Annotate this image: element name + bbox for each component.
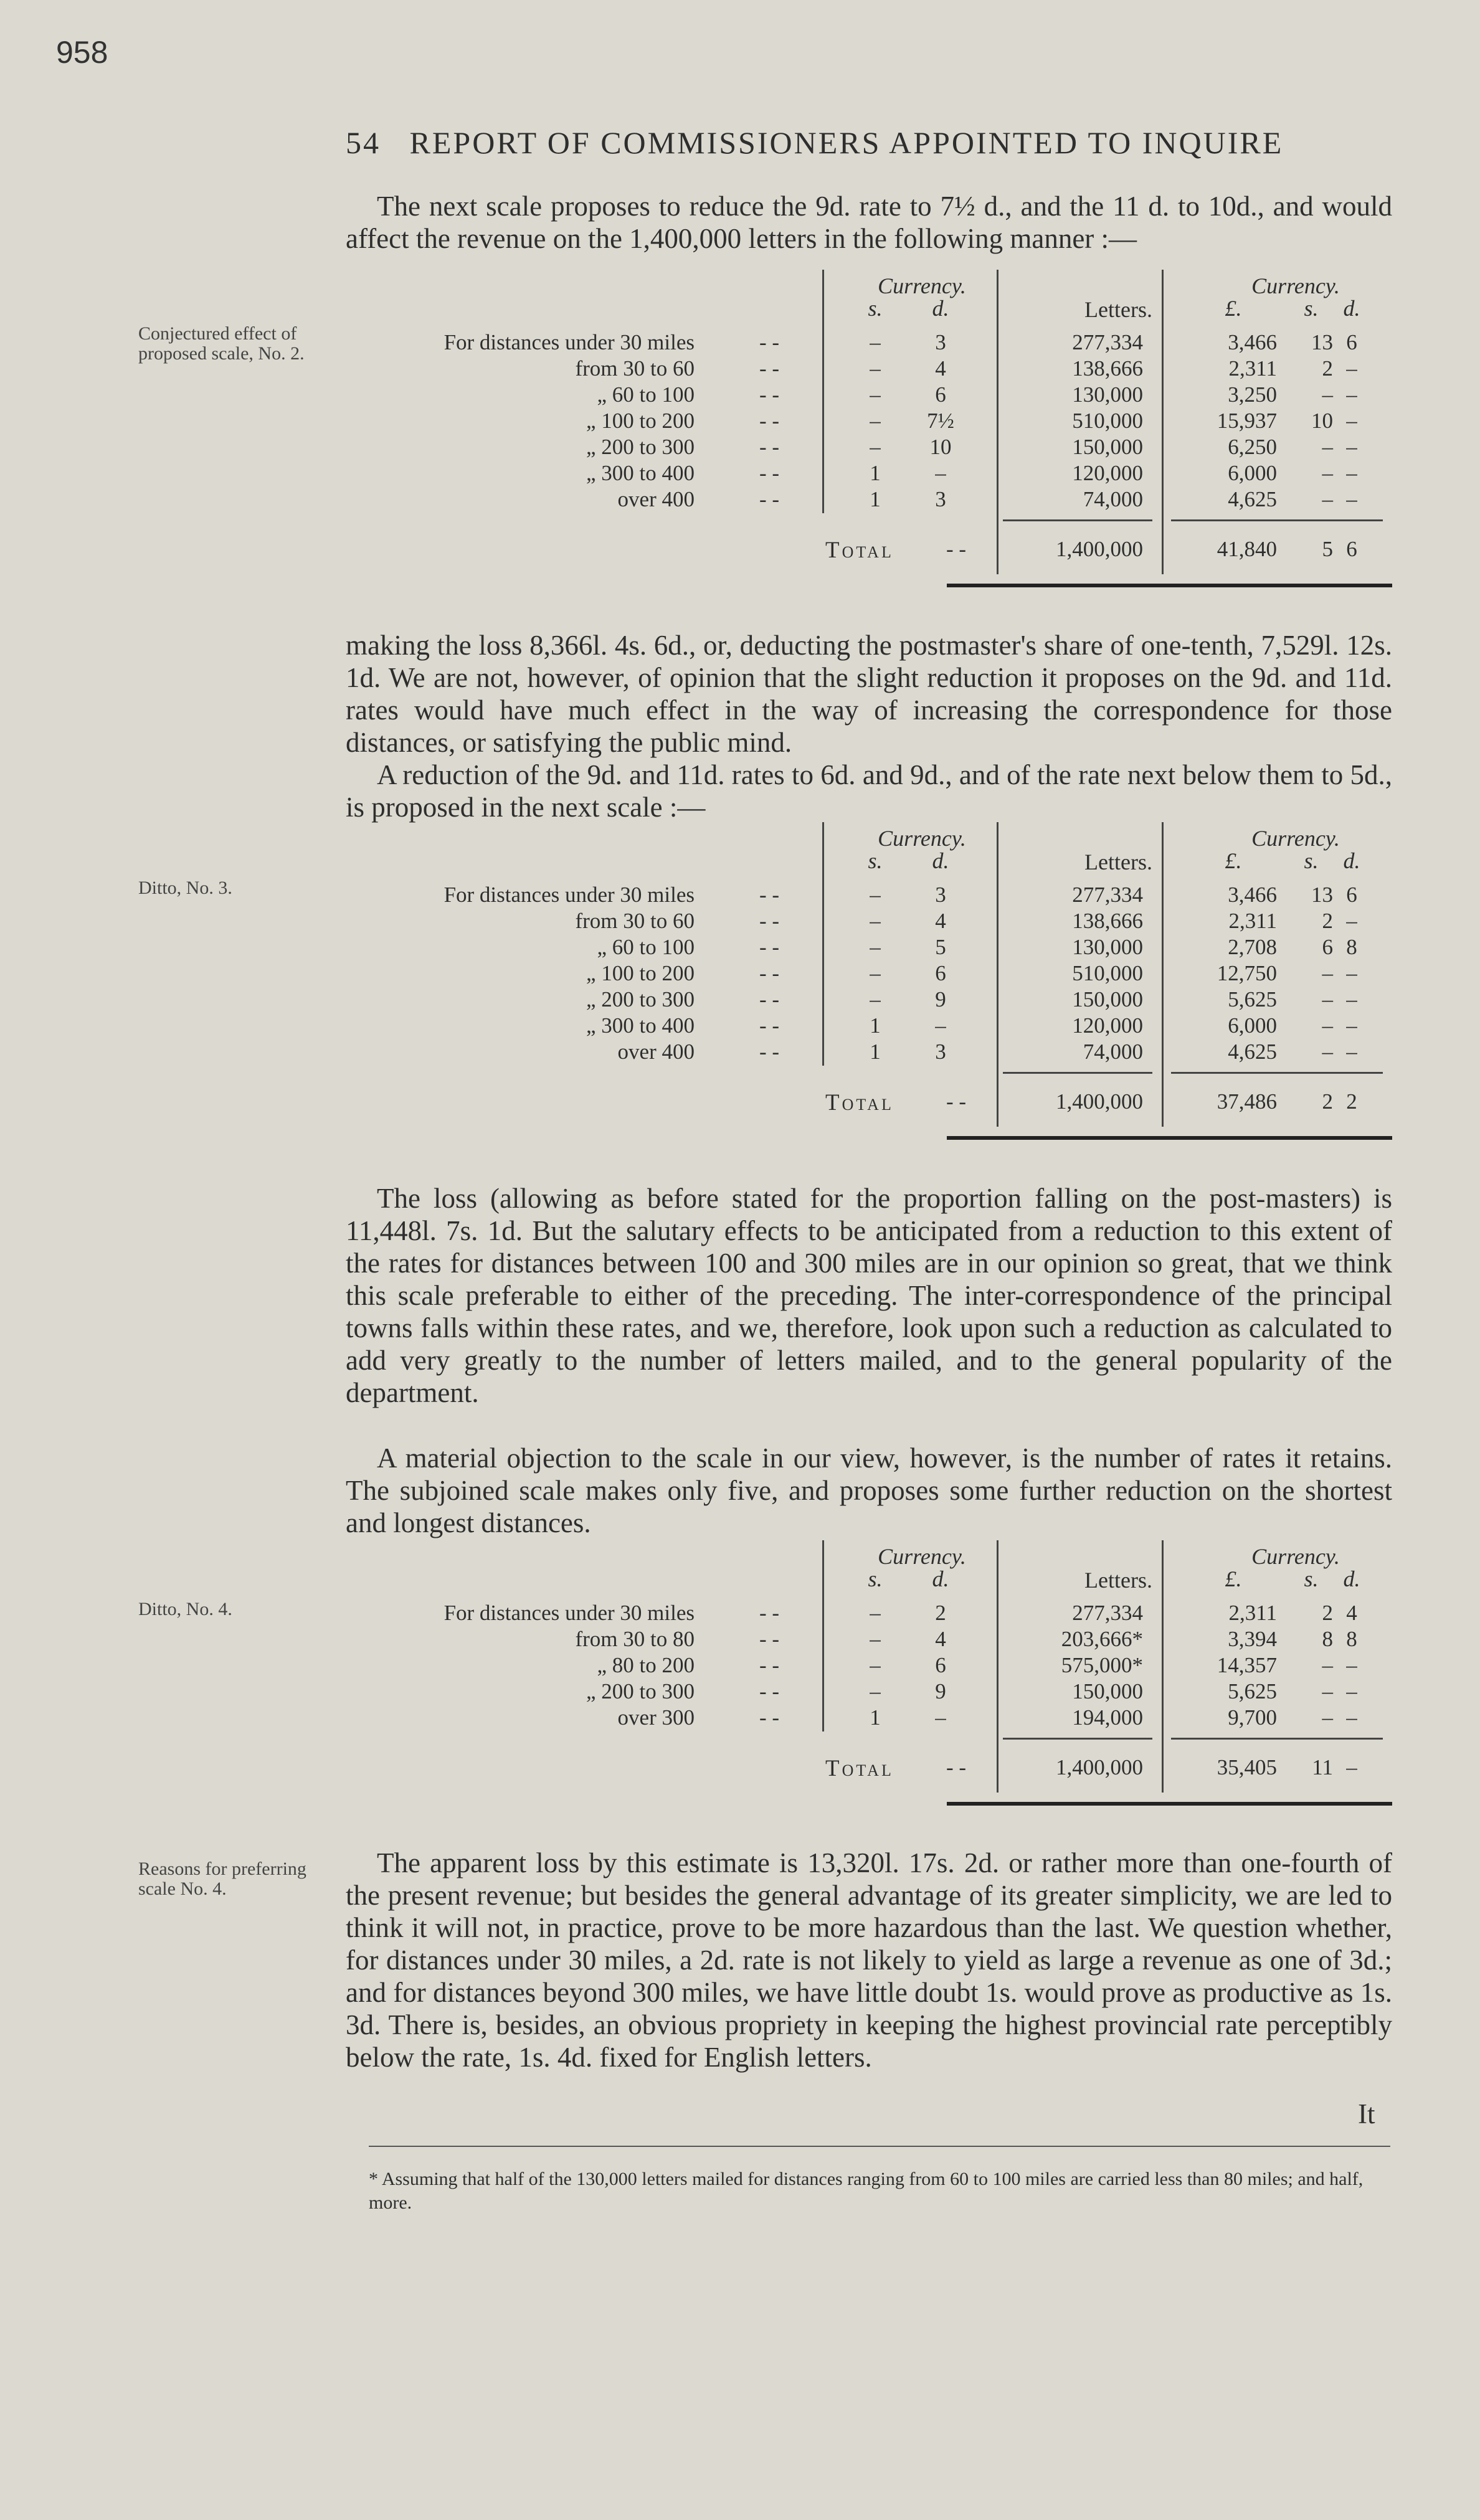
total-pounds: 35,405	[1217, 1755, 1277, 1779]
header-page-num: 54	[346, 125, 381, 160]
revenue-shillings: 6	[1322, 935, 1333, 959]
distance-label: „ 60 to 100	[597, 935, 695, 959]
col-s2-header: s.	[1304, 1566, 1319, 1591]
currency-header: Currency.	[878, 1544, 966, 1569]
margin-note-4: Reasons for preferring scale No. 4.	[138, 1859, 306, 1899]
catchword: It	[1358, 2098, 1375, 2129]
leader-dashes: - -	[759, 382, 780, 407]
revenue-shillings: 13	[1311, 330, 1333, 354]
total-letters: 1,400,000	[1056, 1089, 1143, 1114]
rule-subtotal	[1171, 519, 1383, 521]
revenue-shillings: –	[1322, 487, 1333, 511]
rate-pence: 9	[935, 987, 946, 1011]
revenue-pounds: 6,000	[1228, 1013, 1277, 1038]
leader-dashes: - -	[759, 1653, 780, 1677]
rate-pence: 4	[935, 909, 946, 933]
rate-shillings: 1	[870, 1013, 881, 1038]
letters-count: 74,000	[1083, 1040, 1143, 1064]
revenue-shillings: 8	[1322, 1627, 1333, 1651]
currency-header: Currency.	[878, 826, 966, 851]
leader-dashes: - -	[759, 409, 780, 433]
rate-pence: 6	[935, 1653, 946, 1677]
paragraph-loss-scale-3: The loss (allowing as before stated for the proportion falling on the post-masters) is 11,448l. 7s. 1d. But the salutary effects to be anticipated from a reduction to this extent of the rates for distances between 100 and 300 miles are in our opinion so great, that we think this scale preferable to either of the preceding. The inter-correspondence of the principal towns falls within these rates, and we, therefore, look upon such a reduction as calculated to add very greatly to the number of letters mailed, and to the general popularity of the department.	[346, 1183, 1392, 1408]
letters-count: 150,000	[1072, 987, 1143, 1011]
distance-label: „ 300 to 400	[586, 1013, 695, 1038]
distance-label: „ 60 to 100	[597, 382, 695, 407]
revenue-pounds: 2,311	[1228, 356, 1277, 381]
total-shillings: 2	[1322, 1089, 1333, 1114]
revenue-pounds: 2,311	[1228, 1601, 1277, 1625]
distance-label: For distances under 30 miles	[444, 883, 695, 907]
revenue-shillings: –	[1322, 435, 1333, 459]
col-pound-header: £.	[1225, 296, 1242, 321]
revenue-pence: –	[1346, 435, 1357, 459]
revenue-pounds: 2,311	[1228, 909, 1277, 933]
revenue-shillings: –	[1322, 382, 1333, 407]
rate-pence: 3	[935, 883, 946, 907]
letters-count: 150,000	[1072, 1679, 1143, 1703]
distance-label: from 30 to 80	[575, 1627, 695, 1651]
revenue-pounds: 5,625	[1228, 1679, 1277, 1703]
rate-shillings: 1	[870, 1040, 881, 1064]
rule-total	[947, 1802, 1392, 1806]
rate-pence: 4	[935, 1627, 946, 1651]
revenue-pounds: 6,250	[1228, 435, 1277, 459]
rule-subtotal	[1171, 1738, 1383, 1740]
rate-pence: 3	[935, 487, 946, 511]
leader-dashes: - -	[759, 935, 780, 959]
rate-shillings: –	[870, 382, 881, 407]
revenue-pounds: 2,708	[1228, 935, 1277, 959]
distance-label: „ 100 to 200	[586, 961, 695, 985]
col-d-header: d.	[932, 296, 949, 321]
total-shillings: 5	[1322, 537, 1333, 561]
rate-shillings: –	[870, 935, 881, 959]
letters-count: 510,000	[1072, 409, 1143, 433]
intro-paragraph: The next scale proposes to reduce the 9d. rate to 7½ d., and the 11 d. to 10d., and would affect the revenue on the 1,400,000 letters in the following manner :—	[346, 191, 1392, 254]
distance-label: „ 200 to 300	[586, 987, 695, 1011]
col-d-header: d.	[932, 1566, 949, 1591]
total-dashes: - -	[946, 1089, 967, 1114]
rate-shillings: –	[870, 987, 881, 1011]
total-dashes: - -	[946, 537, 967, 561]
total-label: Total	[825, 538, 894, 563]
rate-shillings: 1	[870, 461, 881, 485]
margin-note-3: Ditto, No. 4.	[138, 1599, 232, 1619]
rate-pence: –	[935, 461, 946, 485]
footnote-rule	[369, 2146, 1390, 2147]
letters-count: 130,000	[1072, 935, 1143, 959]
leader-dashes: - -	[759, 1013, 780, 1038]
revenue-pounds: 3,466	[1228, 330, 1277, 354]
distance-label: „ 100 to 200	[586, 409, 695, 433]
revenue-pounds: 6,000	[1228, 461, 1277, 485]
revenue-shillings: –	[1322, 1040, 1333, 1064]
revenue-pence: –	[1346, 909, 1357, 933]
col-d2-header: d.	[1343, 848, 1360, 873]
rule-vertical	[1162, 270, 1164, 574]
revenue-shillings: –	[1322, 1679, 1333, 1703]
revenue-pounds: 12,750	[1217, 961, 1277, 985]
col-s-header: s.	[868, 848, 883, 873]
distance-label: from 30 to 60	[575, 356, 695, 381]
rule-subtotal	[1003, 1072, 1152, 1074]
revenue-pence: 8	[1346, 935, 1357, 959]
rule-vertical	[997, 822, 999, 1127]
letters-count: 120,000	[1072, 1013, 1143, 1038]
leader-dashes: - -	[759, 330, 780, 354]
revenue-pence: –	[1346, 409, 1357, 433]
currency-header-2: Currency.	[1251, 273, 1340, 298]
revenue-pounds: 3,394	[1228, 1627, 1277, 1651]
revenue-pounds: 4,625	[1228, 1040, 1277, 1064]
total-pounds: 41,840	[1217, 537, 1277, 561]
col-s2-header: s.	[1304, 848, 1319, 873]
total-pounds: 37,486	[1217, 1089, 1277, 1114]
col-s-header: s.	[868, 1566, 883, 1591]
letters-count: 150,000	[1072, 435, 1143, 459]
revenue-shillings: –	[1322, 961, 1333, 985]
letters-header: Letters.	[1084, 297, 1152, 322]
rate-pence: 9	[935, 1679, 946, 1703]
margin-note-2: Ditto, No. 3.	[138, 878, 232, 898]
rule-vertical	[822, 270, 824, 513]
rate-pence: 7½	[927, 409, 954, 433]
running-header	[346, 125, 1283, 161]
rate-shillings: –	[870, 1601, 881, 1625]
page-number: 958	[56, 35, 108, 70]
rate-shillings: –	[870, 409, 881, 433]
leader-dashes: - -	[759, 961, 780, 985]
col-d2-header: d.	[1343, 296, 1360, 321]
letters-count: 120,000	[1072, 461, 1143, 485]
rate-pence: 4	[935, 356, 946, 381]
currency-header: Currency.	[878, 273, 966, 298]
total-label: Total	[825, 1090, 894, 1116]
revenue-pence: –	[1346, 1653, 1357, 1677]
col-pound-header: £.	[1225, 848, 1242, 873]
leader-dashes: - -	[759, 435, 780, 459]
rule-vertical	[822, 1540, 824, 1731]
revenue-pence: –	[1346, 987, 1357, 1011]
revenue-pounds: 9,700	[1228, 1705, 1277, 1730]
rule-vertical	[1162, 1540, 1164, 1793]
paragraph-scale-3-intro: A reduction of the 9d. and 11d. rates to 6d. and 9d., and of the rate next below them to 5d., is proposed in the next scale :—	[346, 759, 1392, 823]
rate-pence: 10	[929, 435, 952, 459]
letters-count: 277,334	[1072, 1601, 1143, 1625]
revenue-pence: 4	[1346, 1601, 1357, 1625]
col-pound-header: £.	[1225, 1566, 1242, 1591]
revenue-pence: 8	[1346, 1627, 1357, 1651]
revenue-pence: –	[1346, 1040, 1357, 1064]
letters-count: 277,334	[1072, 883, 1143, 907]
letters-count: 138,666	[1072, 356, 1143, 381]
rate-pence: –	[935, 1013, 946, 1038]
letters-count: 575,000*	[1061, 1653, 1143, 1677]
rate-shillings: –	[870, 435, 881, 459]
rate-pence: 3	[935, 330, 946, 354]
letters-header: Letters.	[1084, 1568, 1152, 1593]
distance-label: „ 80 to 200	[597, 1653, 695, 1677]
leader-dashes: - -	[759, 909, 780, 933]
revenue-pence: –	[1346, 461, 1357, 485]
letters-count: 194,000	[1072, 1705, 1143, 1730]
rate-shillings: –	[870, 1653, 881, 1677]
distance-label: from 30 to 60	[575, 909, 695, 933]
rate-shillings: –	[870, 1627, 881, 1651]
revenue-shillings: 2	[1322, 1601, 1333, 1625]
distance-label: For distances under 30 miles	[444, 1601, 695, 1625]
revenue-pence: 6	[1346, 883, 1357, 907]
revenue-shillings: –	[1322, 1013, 1333, 1038]
revenue-pounds: 14,357	[1217, 1653, 1277, 1677]
distance-label: „ 300 to 400	[586, 461, 695, 485]
revenue-pence: –	[1346, 1013, 1357, 1038]
total-letters: 1,400,000	[1056, 537, 1143, 561]
rule-vertical	[997, 1540, 999, 1793]
leader-dashes: - -	[759, 1679, 780, 1703]
rate-shillings: –	[870, 356, 881, 381]
rate-pence: 2	[935, 1601, 946, 1625]
rule-vertical	[822, 822, 824, 1066]
leader-dashes: - -	[759, 1040, 780, 1064]
letters-count: 74,000	[1083, 487, 1143, 511]
letters-count: 203,666*	[1061, 1627, 1143, 1651]
rate-shillings: –	[870, 909, 881, 933]
distance-label: over 300	[617, 1705, 695, 1730]
rate-pence: –	[935, 1705, 946, 1730]
letters-header: Letters.	[1084, 850, 1152, 874]
distance-label: over 400	[617, 487, 695, 511]
revenue-shillings: –	[1322, 987, 1333, 1011]
revenue-pence: –	[1346, 356, 1357, 381]
rate-shillings: 1	[870, 487, 881, 511]
total-shillings: 11	[1312, 1755, 1333, 1779]
leader-dashes: - -	[759, 1627, 780, 1651]
rule-subtotal	[1171, 1072, 1383, 1074]
revenue-shillings: 2	[1322, 356, 1333, 381]
paragraph-reasons-scale-4: The apparent loss by this estimate is 13,320l. 17s. 2d. or rather more than one-fourth of the present revenue; but besides the general advantage of its greater simplicity, we are led to think it will not, in practice, prove to be more hazardous than the last. We question whether, for distances under 30 miles, a 2d. rate is not likely to yield as large a revenue as one of 3d.; and for distances beyond 300 miles, we have little doubt 1s. would prove as productive as 1s. 3d. There is, besides, an obvious propriety in keeping the highest provincial rate perceptibly below the rate, 1s. 4d. fixed for English letters.	[346, 1847, 1392, 2073]
revenue-pence: –	[1346, 382, 1357, 407]
rate-pence: 6	[935, 961, 946, 985]
rate-shillings: 1	[870, 1705, 881, 1730]
revenue-shillings: 2	[1322, 909, 1333, 933]
rate-shillings: –	[870, 883, 881, 907]
rate-shillings: –	[870, 961, 881, 985]
col-s-header: s.	[868, 296, 883, 321]
col-s2-header: s.	[1304, 296, 1319, 321]
rate-pence: 3	[935, 1040, 946, 1064]
distance-label: over 400	[617, 1040, 695, 1064]
col-d-header: d.	[932, 848, 949, 873]
revenue-pence: –	[1346, 487, 1357, 511]
rule-total	[947, 584, 1392, 587]
revenue-pence: –	[1346, 961, 1357, 985]
col-d2-header: d.	[1343, 1566, 1360, 1591]
revenue-pence: 6	[1346, 330, 1357, 354]
revenue-pence: –	[1346, 1679, 1357, 1703]
leader-dashes: - -	[759, 356, 780, 381]
rate-pence: 5	[935, 935, 946, 959]
leader-dashes: - -	[759, 461, 780, 485]
rule-total	[947, 1136, 1392, 1140]
revenue-shillings: –	[1322, 1705, 1333, 1730]
distance-label: For distances under 30 miles	[444, 330, 695, 354]
revenue-shillings: 13	[1311, 883, 1333, 907]
distance-label: „ 200 to 300	[586, 435, 695, 459]
distance-label: „ 200 to 300	[586, 1679, 695, 1703]
leader-dashes: - -	[759, 487, 780, 511]
rate-pence: 6	[935, 382, 946, 407]
revenue-shillings: –	[1322, 1653, 1333, 1677]
rate-shillings: –	[870, 1679, 881, 1703]
revenue-shillings: 10	[1311, 409, 1333, 433]
rule-subtotal	[1003, 1738, 1152, 1740]
revenue-pounds: 15,937	[1217, 409, 1277, 433]
revenue-shillings: –	[1322, 461, 1333, 485]
revenue-pounds: 4,625	[1228, 487, 1277, 511]
letters-count: 138,666	[1072, 909, 1143, 933]
leader-dashes: - -	[759, 883, 780, 907]
total-label: Total	[825, 1756, 894, 1781]
margin-note-1: Conjectured effect of proposed scale, No. 2.	[138, 323, 305, 364]
revenue-pence: –	[1346, 1705, 1357, 1730]
letters-count: 510,000	[1072, 961, 1143, 985]
leader-dashes: - -	[759, 987, 780, 1011]
letters-count: 277,334	[1072, 330, 1143, 354]
rule-vertical	[1162, 822, 1164, 1127]
paragraph-loss-scale-2: making the loss 8,366l. 4s. 6d., or, deducting the postmaster's share of one-tenth, 7,529l. 12s. 1d. We are not, however, of opinion that the slight reduction it proposes on the 9d. and 11d. rates would have much effect in the way of increasing the correspondence for those distances, or satisfying the public mind.	[346, 630, 1392, 758]
rate-shillings: –	[870, 330, 881, 354]
total-letters: 1,400,000	[1056, 1755, 1143, 1779]
paragraph-scale-4-intro: A material objection to the scale in our view, however, is the number of rates it retains. The subjoined scale makes only five, and proposes some further reduction on the shortest and longest distances.	[346, 1442, 1392, 1538]
header-title: REPORT OF COMMISSIONERS APPOINTED TO INQUIRE	[409, 125, 1284, 160]
currency-header-2: Currency.	[1251, 1544, 1340, 1569]
total-pence: 6	[1346, 537, 1357, 561]
total-pence: –	[1346, 1755, 1357, 1779]
total-pence: 2	[1346, 1089, 1357, 1114]
letters-count: 130,000	[1072, 382, 1143, 407]
rule-vertical	[997, 270, 999, 574]
currency-header-2: Currency.	[1251, 826, 1340, 851]
total-dashes: - -	[946, 1755, 967, 1779]
revenue-pounds: 3,250	[1228, 382, 1277, 407]
leader-dashes: - -	[759, 1705, 780, 1730]
rule-subtotal	[1003, 519, 1152, 521]
footnote: * Assuming that half of the 130,000 letters mailed for distances ranging from 60 to 100 miles are carried less than 80 miles; and half, more.	[369, 2169, 1364, 2213]
leader-dashes: - -	[759, 1601, 780, 1625]
revenue-pounds: 3,466	[1228, 883, 1277, 907]
revenue-pounds: 5,625	[1228, 987, 1277, 1011]
